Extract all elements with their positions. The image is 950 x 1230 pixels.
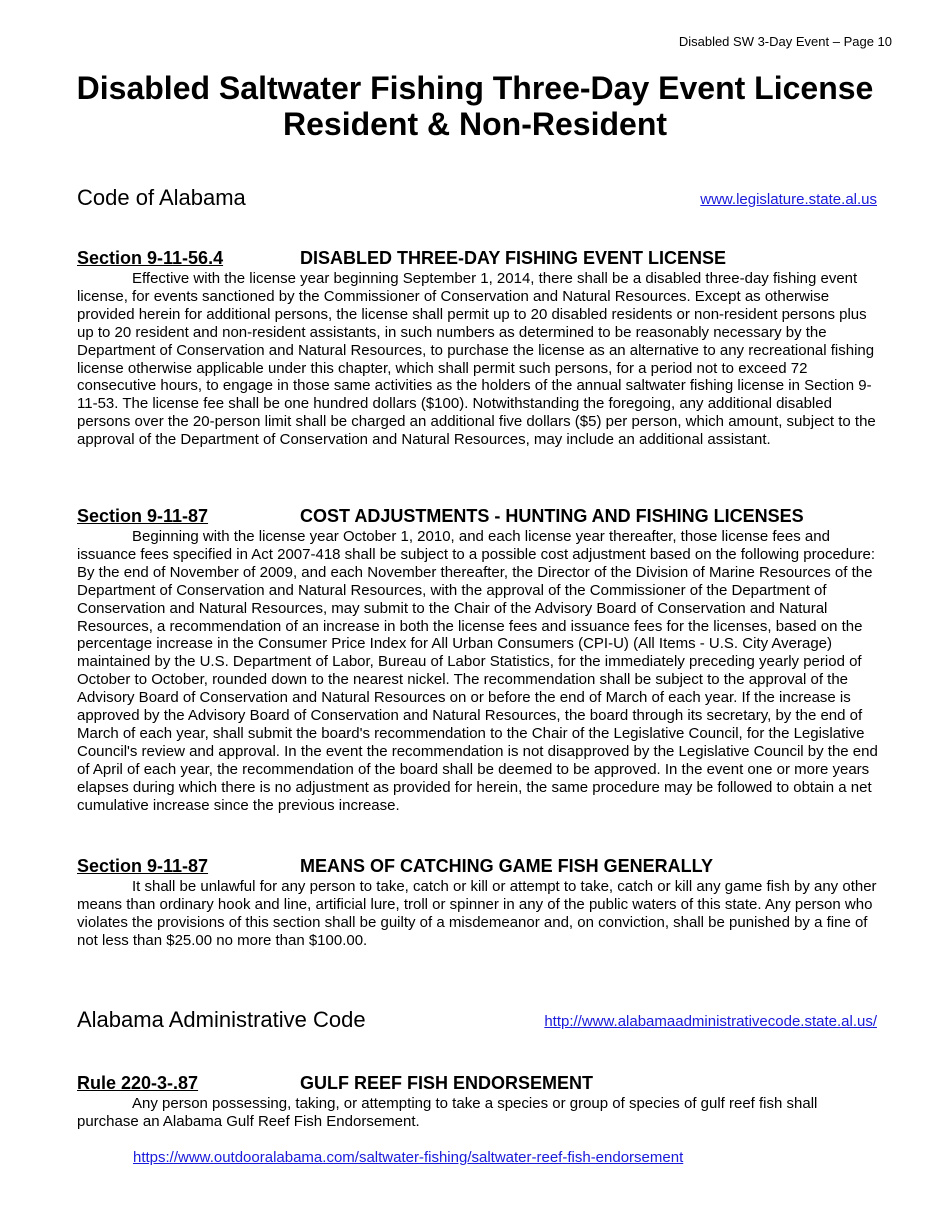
section-means-of-catching [77,856,881,950]
section-number: Section 9-11-87 [77,506,209,526]
section-number: Section 9-11-87 [77,856,209,876]
legislature-link[interactable]: www.legislature.state.al.us [700,191,877,208]
reef-fish-endorsement-link[interactable]: https://www.outdooralabama.com/saltwater-fishing/saltwater-reef-fish-endorsement [133,1149,684,1166]
title-line-2: Resident & Non-Resident [282,106,668,142]
section-body: Beginning with the license year October 1, 2010, and each license year thereafter, those license fees and issuance fees specified in Act 2007-418 shall be subject to a possible cost adjustment based on the following procedure: By the end of November of 2009, and each November thereafter, the Director of the Division of Marine Resources of the Department of Conservation and Natural Resources, with the approval of the Commissioner of the Department of Conservation and Natural Resources, may submit to the Chair of the Advisory Board of Conservation and Natural Resources, a recommendation of an increase in both the license fees and issuance fees for the licenses, based on the percentage increase in the Consumer Price Index for All Urban Consumers (CPI-U) (All Items - U.S. City Average) maintained by the U.S. Department of Labor, Bureau of Labor Statistics, for the immediately preceding yearly period of October to October, rounded down to the nearest nickel. The recommendation shall be subject to the approval of the Advisory Board of Conservation and Natural Resources on or before the end of March of each year. If the increase is approved by the Advisory Board of Conservation and Natural Resources, the board through its secretary, by the end of March of each year, shall submit the board's recommendation to the Chair of the Legislative Council, for the Legislative Council's review and approval. In the event the recommendation is not disapproved by the Legislative Council by the end of April of each year, the recommendation of the board shall be deemed to be approved. In the event one or more years elapses during which there is no adjustment as provided for herein, the same procedure may be followed to obtain a net cumulative increase since the previous increase. [77,528,878,814]
section-body: Effective with the license year beginning September 1, 2014, there shall be a disabled three-day fishing event license, for events sanctioned by the Commissioner of Conservation and Natural Resources. Except as otherwise provided herein for additional persons, the license shall permit up to 20 disabled residents or non-resident persons plus up to 20 resident and non-resident assistants, in such numbers as determined to be reasonably necessary by the Department of Conservation and Natural Resources, to purchase the license as an alternative to any recreational fishing license otherwise applicable under this chapter, which shall permit such persons, for a period not to exceed 72 consecutive hours, to engage in those same activities as the holders of the annual saltwater fishing license in Section 9-11-53. The license fee shall be one hundred dollars ($100). Notwithstanding the foregoing, any additional disabled persons over the 20-person limit shall be charged an additional five dollars ($5) per person, which amount, subject to the approval of the Department of Conservation and Natural Resources, may include an additional assistant. [77,270,876,449]
section-number: Section 9-11-56.4 [77,248,224,268]
page-title [0,70,950,142]
section-disabled-event-license [77,248,881,449]
section-title: COST ADJUSTMENTS - HUNTING AND FISHING LICENSES [300,506,804,526]
admin-code-link[interactable]: http://www.alabamaadministrativecode.state.al.us/ [544,1013,877,1030]
section-cost-adjustments [77,506,881,815]
section-heading [77,506,881,528]
rule-gulf-reef-fish [77,1073,881,1131]
rule-body: Any person possessing, taking, or attempting to take a species or group of species of gulf reef fish shall purchase an Alabama Gulf Reef Fish Endorsement. [77,1095,818,1130]
section-title: MEANS OF CATCHING GAME FISH GENERALLY [300,856,714,876]
rule-heading [77,1073,881,1095]
rule-number: Rule 220-3-.87 [77,1073,199,1093]
admin-code-label: Alabama Administrative Code [77,1007,366,1032]
section-body: It shall be unlawful for any person to take, catch or kill or attempt to take, catch or kill any game fish by any other means than ordinary hook and line, artificial lure, troll or spinner in any of the public waters of this state. Any person who violates the provisions of this section shall be guilty of a misdemeanor and, on conviction, shall be punished by a fine of not less than $25.00 no more than $100.00. [77,878,877,949]
admin-code-row [77,1007,877,1037]
code-of-alabama-label: Code of Alabama [77,185,246,210]
section-heading [77,856,881,878]
section-heading [77,248,881,270]
section-title: DISABLED THREE-DAY FISHING EVENT LICENSE [300,248,727,268]
page-header: Disabled SW 3-Day Event – Page 10 [678,34,892,49]
code-of-alabama-row [77,185,877,215]
title-line-1: Disabled Saltwater Fishing Three-Day Event License [76,70,874,106]
rule-title: GULF REEF FISH ENDORSEMENT [300,1073,594,1093]
